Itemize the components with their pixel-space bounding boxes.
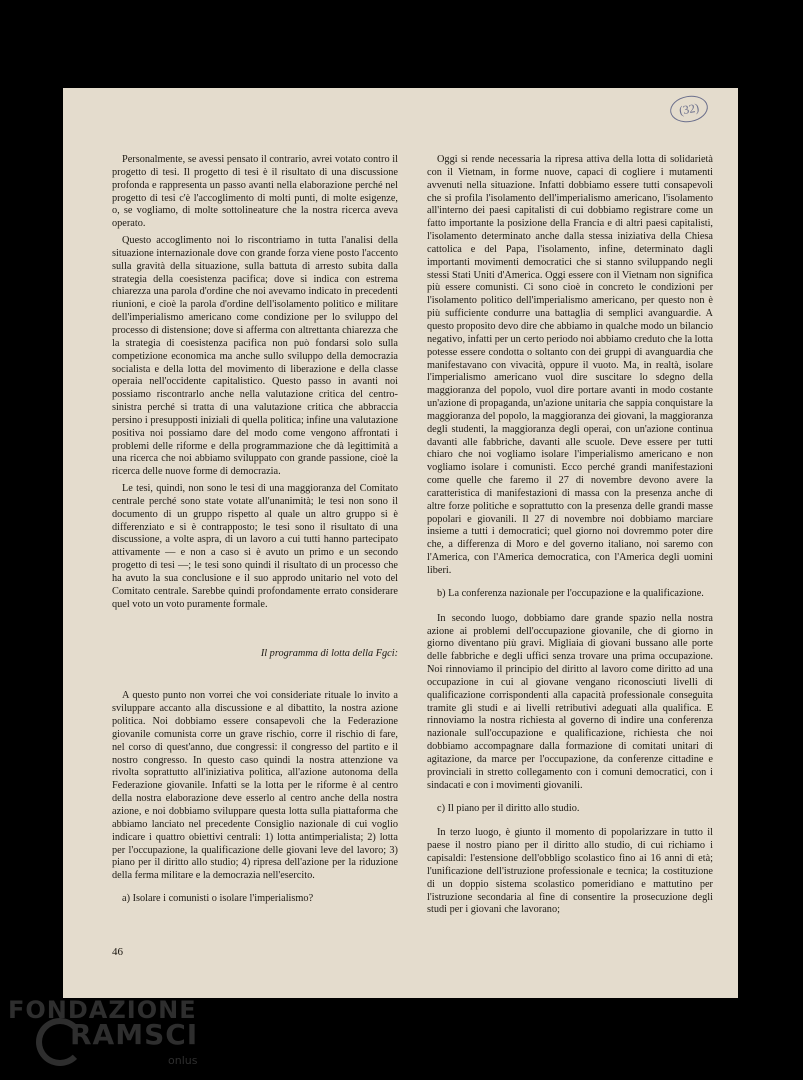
page-number: 46 — [112, 946, 123, 958]
paragraph: Personalmente, se avessi pensato il contrario, avrei votato contro il progetto di tesi. Il progetto di tesi è il risultato di una discussione profonda e rappresenta un passo avanti nella elaborazione perché nel progetto di tesi c'è l'accoglimento di molti punti, di molte esigenze, o, se vogliamo, di molte sottolineature che la nostra ricerca aveva operato. — [112, 154, 398, 230]
fondazione-gramsci-watermark — [8, 996, 208, 1076]
subsection-title-a: a) Isolare i comunisti o isolare l'imperialismo? — [122, 893, 314, 905]
paragraph: Le tesi, quindi, non sono le tesi di una maggioranza del Comitato centrale perché sono state votate all'unanimità; le tesi non sono il documento di un gruppo rispetto al quale un altro gruppo si è differenziato e si è contrapposto; le tesi sono il risultato di una discussione, a volte aspra, di un lavoro a cui tutti hanno partecipato attivamente — e non a caso si è avuto un primo e un secondo progetto di tesi —; le tesi sono quindi il risultato di un processo che ha avuto la sua conclusione e il suo approdo unitario nel voto del Comitato centrale. Sarebbe quindi profondamente errato considerare quel voto un voto puramente formale. — [112, 483, 398, 610]
watermark-line1: FONDAZIONE — [8, 996, 197, 1024]
watermark-line2: RAMSCI — [70, 1018, 199, 1051]
document-page — [63, 88, 738, 998]
paragraph: In secondo luogo, dobbiamo dare grande spazio nella nostra azione ai problemi dell'occupazione giovanile, che di giorno in giorno diventano più gravi. Migliaia di giovani bussano alle porte delle fabbriche e degli uffici senza trovare una prima occupazione. Noi rinnoviamo il principio del diritto al lavoro come diritto ad una occupazione in cui al giovane vengano riconosciuti livelli di qualificazione corrispondenti alla capacità professionale conseguita tramite gli studi e ai livelli retributivi adeguati alla qualifica. E rinnoviamo la nostra richiesta al governo di indire una conferenza nazionale sull'occupazione e qualificazione, richiesta che noi dobbiamo accompagnare dalla formazione di comitati unitari di agitazione, da marce per l'occupazione, da conferenze cittadine e provinciali in stretto collegamento con i comuni democratici, con i sindacati e con i movimenti giovanili. — [427, 612, 713, 791]
paragraph: A questo punto non vorrei che voi consideriate rituale lo invito a sviluppare accanto alla discussione e al dibattito, la nostra azione politica. Noi dobbiamo essere consapevoli che la Federazione giovanile comunista corre un grave rischio, corre il rischio di fare, nel corso di quest'anno, due congressi: il congresso del partito e il nostro congresso. In questo caso quindi la nostra attenzione va rivolta soprattutto all'iniziativa politica, all'azione autonoma della Federazione giovanile. Infatti se la lotta per le riforme è al centro della nostra elaborazione deve esserlo al centro anche della nostra azione, e noi dobbiamo sviluppare questa lotta sulla piattaforma che abbiamo lanciato nel precedente Consiglio nazionale di cui voglio indicare i quattro obiettivi centrali: 1) lotta antimperialista; 2) lotta per l'occupazione, la qualificazione delle giovani leve del lavoro; 3) piano per il diritto allo studio; 4) ripresa dell'azione per la riduzione della ferma militare e la democrazia nell'esercito. — [112, 690, 398, 882]
paragraph: Oggi si rende necessaria la ripresa attiva della lotta di solidarietà con il Vietnam, in forme nuove, capaci di cogliere i mutamenti avvenuti nella situazione. Infatti dobbiamo essere tutti consapevoli che si profila l'isolamento dell'imperialismo americano, l'isolamento all'interno dei paesi capitalisti di cui dobbiamo registrare come un fatto importante la posizione della Francia e di altri paesi capitalisti, l'isolamento determinato anche dalla stessa iniziativa della Chiesa cattolica e del Papa, l'isolamento, infine, determinato dagli importanti movimenti democratici che si stanno sviluppando negli stessi Stati Uniti d'America. Oggi essere con il Vietnam non significa più essere comunisti. Ci sono cioè in concreto le condizioni per l'isolamento politico dell'imperialismo americano, per questo non è più sufficiente condurre una battaglia di semplici avanguardie. A questo proposito devo dire che abbiamo in qualche modo un bilancio negativo, infatti per un certo periodo noi abbiamo creduto che la lotta potesse essere condotta o soltanto con dei gruppi di avanguardia che manifestavano con vivacità, oppure il vuoto. Ma, in realtà, isolare l'imperialismo americano vuol dire suscitare lo sdegno della maggioranza del popolo, vuol dire portare avanti in modo costante un'azione di propaganda, un'azione unitaria che sappia conquistare la maggioranza del popolo, la maggioranza dei giovani, la maggioranza degli studenti, la maggioranza degli operai, con un'azione continua davanti alle fabbriche, davanti alle scuole. Deve essere per tutti chiaro che noi vogliamo isolare l'imperialismo americano e non vogliamo isolare i comunisti. Ecco perché grandi manifestazioni come quelle che faremo il 27 di novembre devono avere la caratteristica di manifestazioni di massa con la presenza anche di altre forze politiche e soprattutto con la presenza delle grandi masse popolari e giovanili. Il 27 di novembre noi dobbiamo marciare insieme a tutti i democratici; quel giorno noi dovremmo poter dire che, a differenza di Moro e del governo italiano, noi saremo con l'America, con l'America democratica, con l'America degli uomini liberi. — [427, 154, 713, 576]
watermark-line3: onlus — [168, 1054, 198, 1067]
archive-stamp: (32) — [668, 93, 710, 125]
paragraph: In terzo luogo, è giunto il momento di popolarizzare in tutto il paese il nostro piano per il diritto allo studio, di cui richiamo i capisaldi: l'estensione dell'obbligo scolastico fino ai 16 anni di età; l'unificazione dell'istruzione professionale e tecnica; la costituzione di un doppio sistema scolastico pomeridiano e mattutino per l'istruzione secondaria al fine di consentire la prosecuzione degli studi per i giovani che lavorano; — [427, 827, 713, 916]
section-title: Il programma di lotta della Fgci: — [260, 647, 398, 659]
subsection-title-c: c) Il piano per il diritto allo studio. — [437, 802, 580, 814]
subsection-title-b: b) La conferenza nazionale per l'occupazione e la qualificazione. — [437, 587, 704, 599]
paragraph: Questo accoglimento noi lo riscontriamo in tutta l'analisi della situazione internazionale dove con grande forza viene posto l'accento sulla gravità della situazione, sulla battuta di arresto subita dalla strategia della coesistenza pacifica; dove si indica con estrema chiarezza una parola d'ordine che noi avevamo indicato in precedenti riunioni, e cioè la parola d'ordine dell'isolamento politico e militare dell'imperialismo americano come condizione per lo sviluppo del processo di distensione; dove si afferma con altrettanta chiarezza che la strategia di coesistenza pacifica non può fondarsi solo sulla competizione economica ma anche sullo sviluppo della democrazia socialista e della lotta del movimento di liberazione e della classe operaia nell'occidente capitalistico. Questo passo in avanti noi possiamo riscontrarlo anche nella valutazione critica del centro-sinistra perché si tratta di una valutazione critica che abbraccia persino i presupposti iniziali di quella politica; infine una valutazione positiva noi possiamo dare del modo come vengono affrontati i problemi delle riforme e della programmazione che dà legittimità a una ricerca che noi abbiamo sviluppato con grande passione, cioè la ricerca delle nuove forme di democrazia. — [112, 235, 398, 478]
left-column — [112, 154, 398, 918]
right-column — [427, 154, 713, 921]
